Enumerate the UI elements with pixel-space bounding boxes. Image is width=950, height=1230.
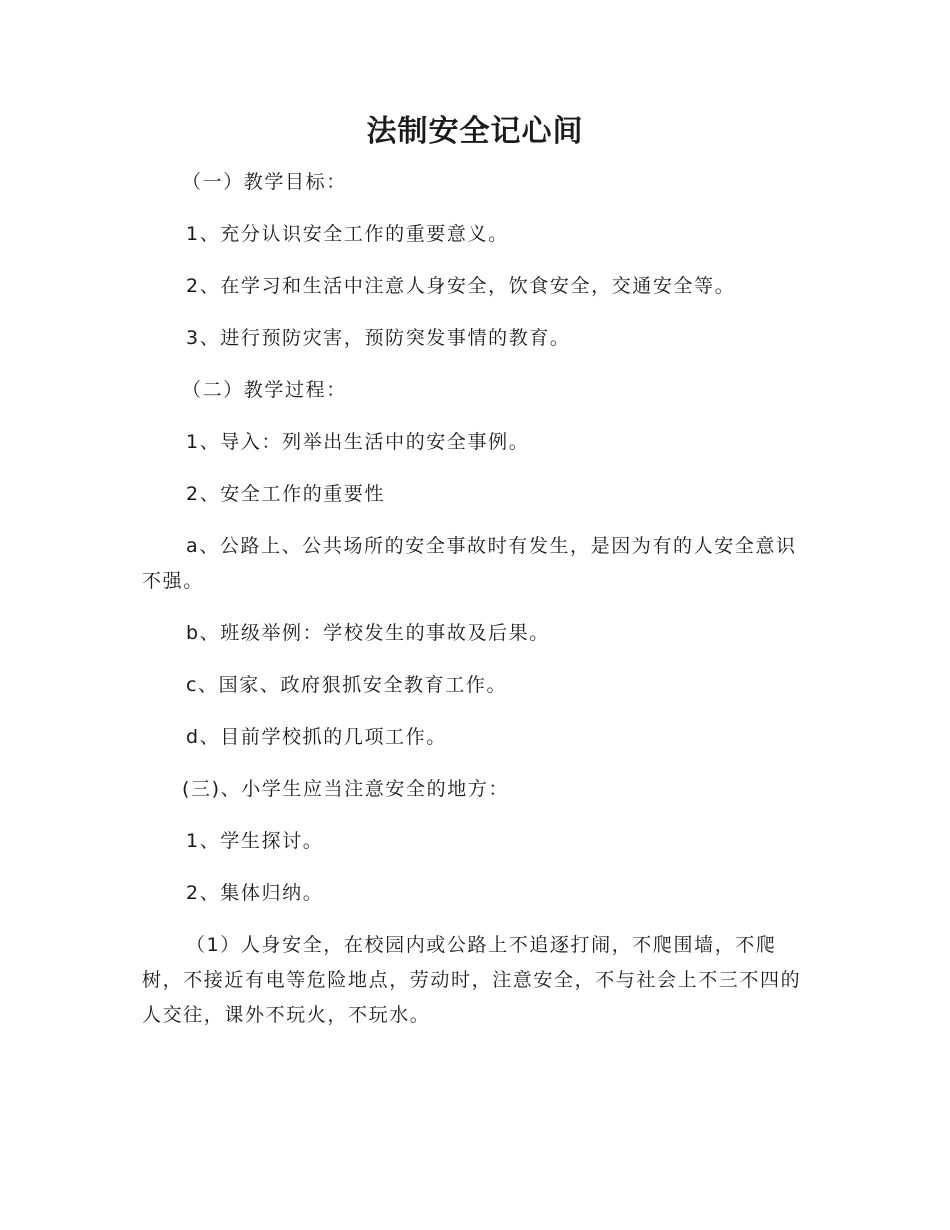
document-body (142, 165, 808, 1050)
safety-item-1: 1、学生探讨。 (186, 830, 324, 852)
section-heading-objectives: （一）教学目标： (182, 171, 347, 193)
objective-item-2: 2、在学习和生活中注意人身安全，饮食安全，交通安全等。 (186, 275, 736, 297)
section-heading-safety-places: (三)、小学生应当注意安全的地方： (182, 778, 510, 800)
process-item-1: 1、导入：列举出生活中的安全事例。 (186, 431, 530, 453)
process-item-2: 2、安全工作的重要性 (186, 483, 386, 505)
process-subitem-c: c、国家、政府狠抓安全教育工作。 (186, 674, 508, 696)
section-heading-process: （二）教学过程： (182, 379, 347, 401)
safety-subitem-1: （1）人身安全，在校园内或公路上不追逐打闹，不爬围墙，不爬树，不接近有电等危险地点，劳动时，注意安全，不与社会上不三不四的人交往，课外不玩火，不玩水。 (142, 934, 802, 1026)
document-title: 法制安全记心间 (366, 114, 584, 149)
objective-item-1: 1、充分认识安全工作的重要意义。 (186, 223, 509, 245)
safety-item-2: 2、集体归纳。 (186, 882, 324, 904)
process-subitem-a: a、公路上、公共场所的安全事故时有发生，是因为有的人安全意识不强。 (142, 535, 797, 592)
objective-item-3: 3、进行预防灾害，预防突发事情的教育。 (186, 327, 571, 349)
process-subitem-b: b、班级举例：学校发生的事故及后果。 (186, 622, 550, 644)
process-subitem-d: d、目前学校抓的几项工作。 (186, 726, 447, 748)
